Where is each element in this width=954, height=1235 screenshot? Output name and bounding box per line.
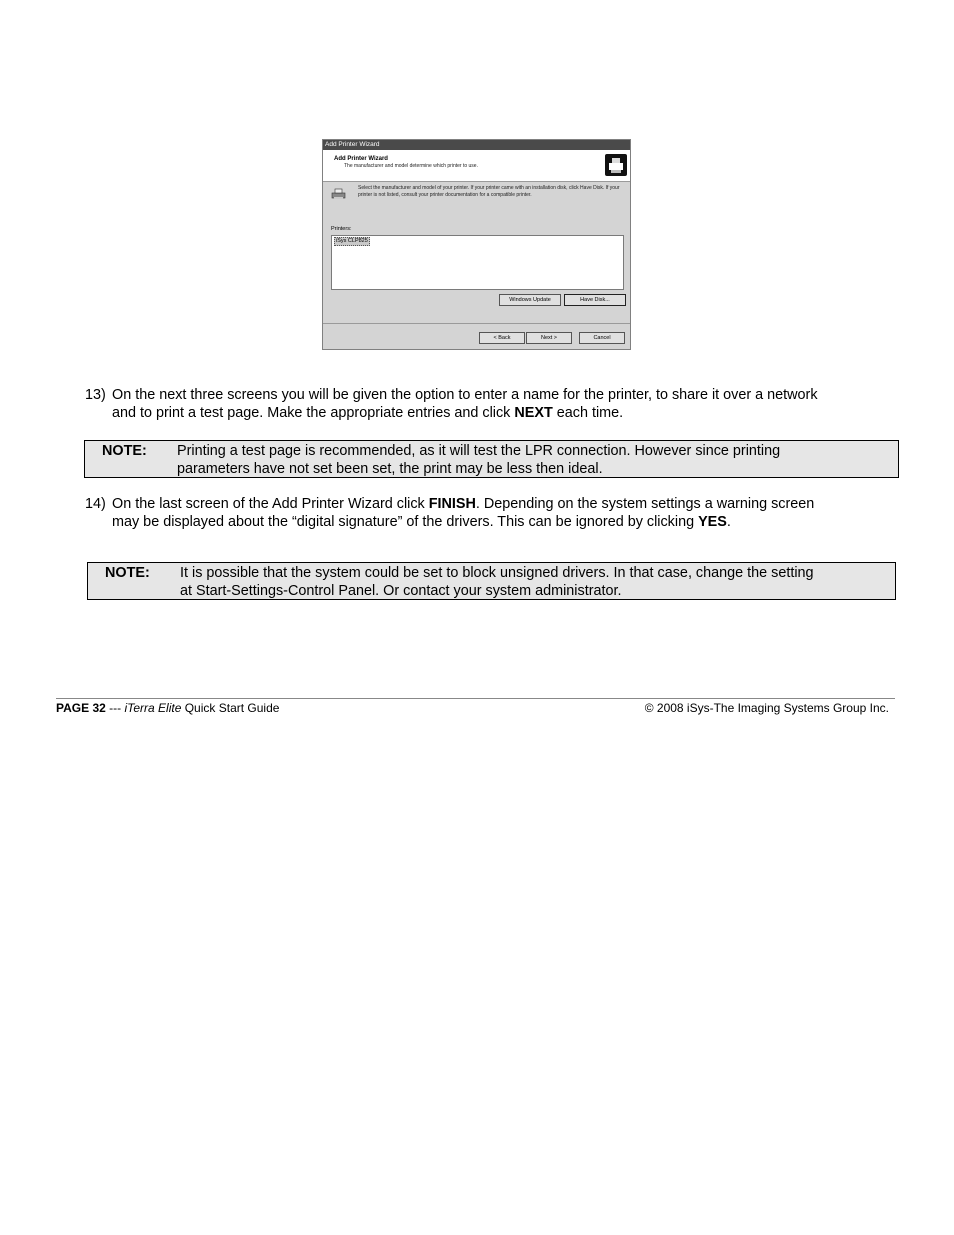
step-13 [85,386,895,426]
finish-emphasis: FINISH [428,496,476,512]
printer-icon [605,154,627,176]
footer-rule [56,698,895,699]
footer-page-info: PAGE 32 --- iTerra Elite Quick Start Guide [56,701,280,715]
next-button[interactable]: Next > [526,332,572,344]
printer-list-item[interactable]: iSys CLP825 [336,238,368,244]
note-box [87,562,896,600]
back-button[interactable]: < Back [479,332,525,344]
step-number: 14) [85,496,106,512]
product-name: iTerra Elite [124,701,182,715]
step-text-line-2: and to print a test page. Make the appropriate entries and click NEXT each time. [112,405,624,421]
have-disk-button[interactable]: Have Disk... [564,294,626,306]
wizard-instructions: Select the manufacturer and model of your printer. If your printer came with an installation disk, click Have Disk. If your printer is not listed, consult your printer documentation for a compatible printer. [358,185,620,198]
wizard-header [323,150,630,182]
note-label: NOTE: [102,443,147,459]
add-printer-wizard-screenshot [322,139,631,350]
printer-setup-icon [331,187,347,199]
step-text-line-2: may be displayed about the “digital signature” of the drivers. This can be ignored by clicking YES. [112,514,731,530]
wizard-heading: Add Printer Wizard [334,156,388,162]
note-text-line-2: parameters have not set been set, the print may be less then ideal. [177,461,603,477]
step-number: 13) [85,387,106,403]
printers-list[interactable] [331,235,624,290]
page-number: PAGE 32 [56,701,106,715]
wizard-title-bar: Add Printer Wizard [323,140,630,150]
step-text-line-1: On the last screen of the Add Printer Wizard click FINISH. Depending on the system settings a warning screen [112,496,815,512]
note-label: NOTE: [105,565,150,581]
cancel-button[interactable]: Cancel [579,332,625,344]
step-14 [85,495,895,535]
wizard-subheading: The manufacturer and model determine which printer to use. [344,163,478,169]
step-text-line-1: On the next three screens you will be given the option to enter a name for the printer, to share it over a network [112,387,818,403]
wizard-divider [323,323,630,324]
next-emphasis: NEXT [514,405,553,421]
yes-emphasis: YES [698,514,727,530]
note-text-line-1: It is possible that the system could be set to block unsigned drivers. In that case, change the setting [180,565,814,581]
note-box [84,440,899,478]
windows-update-button[interactable]: Windows Update [499,294,561,306]
note-text-line-2: at Start-Settings-Control Panel. Or contact your system administrator. [180,583,622,599]
note-text-line-1: Printing a test page is recommended, as it will test the LPR connection. However since printing [177,443,781,459]
printers-label: Printers: [331,226,352,232]
footer-copyright: © 2008 iSys-The Imaging Systems Group Inc. [644,701,889,715]
